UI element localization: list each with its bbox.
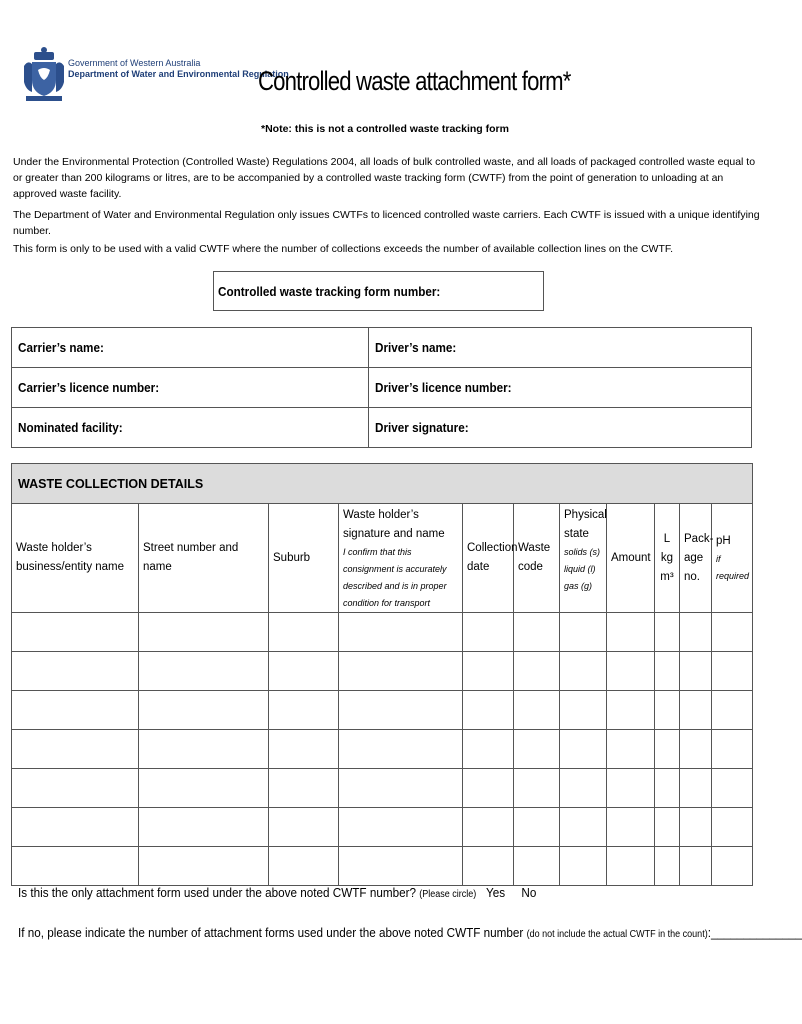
waste-cell[interactable] xyxy=(680,808,712,847)
waste-cell[interactable] xyxy=(12,847,139,886)
waste-cell[interactable] xyxy=(655,847,680,886)
waste-cell[interactable] xyxy=(560,691,607,730)
col-collection-date: Collection date xyxy=(463,504,514,613)
col-amount: Amount xyxy=(607,504,655,613)
waste-cell[interactable] xyxy=(680,730,712,769)
waste-cell[interactable] xyxy=(269,613,339,652)
waste-cell[interactable] xyxy=(269,730,339,769)
carrier-details-table xyxy=(11,327,752,448)
waste-cell[interactable] xyxy=(463,691,514,730)
waste-row xyxy=(12,769,753,808)
col-street: Street number and name xyxy=(139,504,269,613)
waste-cell[interactable] xyxy=(607,808,655,847)
unit-kg: kg xyxy=(660,551,674,564)
waste-cell[interactable] xyxy=(139,652,269,691)
waste-cell[interactable] xyxy=(712,691,753,730)
waste-cell[interactable] xyxy=(514,769,560,808)
waste-cell[interactable] xyxy=(514,847,560,886)
waste-row xyxy=(12,652,753,691)
col-package-no: Pack- age no. xyxy=(680,504,712,613)
waste-cell[interactable] xyxy=(607,691,655,730)
waste-cell[interactable] xyxy=(269,652,339,691)
carrier-licence-field[interactable] xyxy=(12,368,369,408)
waste-cell[interactable] xyxy=(339,769,463,808)
waste-row xyxy=(12,691,753,730)
waste-cell[interactable] xyxy=(607,613,655,652)
wa-coat-of-arms-icon xyxy=(22,46,66,104)
waste-cell[interactable] xyxy=(12,691,139,730)
waste-cell[interactable] xyxy=(560,847,607,886)
unit-m3: m³ xyxy=(660,570,674,583)
waste-cell[interactable] xyxy=(514,730,560,769)
waste-row xyxy=(12,847,753,886)
tracking-number-label: Controlled waste tracking form number: xyxy=(218,284,441,299)
waste-cell[interactable] xyxy=(514,691,560,730)
waste-cell[interactable] xyxy=(339,652,463,691)
waste-cell[interactable] xyxy=(139,691,269,730)
waste-cell[interactable] xyxy=(12,613,139,652)
driver-signature-label: Driver signature: xyxy=(375,420,469,435)
waste-cell[interactable] xyxy=(463,652,514,691)
col-holder-name: Waste holder’s business/entity name xyxy=(12,504,139,613)
col-physical-state-label: Physical state xyxy=(564,509,607,540)
waste-cell[interactable] xyxy=(607,847,655,886)
waste-cell[interactable] xyxy=(712,847,753,886)
waste-cell[interactable] xyxy=(12,730,139,769)
waste-cell[interactable] xyxy=(269,808,339,847)
driver-name-label: Driver’s name: xyxy=(375,340,457,355)
carrier-licence-label: Carrier’s licence number: xyxy=(18,380,160,395)
carrier-name-field[interactable] xyxy=(12,328,369,368)
waste-cell[interactable] xyxy=(607,652,655,691)
driver-licence-label: Driver’s licence number: xyxy=(375,380,512,395)
waste-rows xyxy=(12,613,753,886)
waste-row xyxy=(12,808,753,847)
government-branding xyxy=(68,58,289,80)
waste-section-title: WASTE COLLECTION DETAILS xyxy=(12,464,753,504)
waste-collection-table xyxy=(11,463,753,886)
col-ph-label: pH xyxy=(716,534,731,547)
col-physical-state xyxy=(560,504,607,613)
waste-cell[interactable] xyxy=(463,613,514,652)
answer-no[interactable]: No xyxy=(521,885,537,900)
waste-cell[interactable] xyxy=(463,769,514,808)
gov-line-1: Government of Western Australia xyxy=(68,58,201,68)
waste-cell[interactable] xyxy=(560,769,607,808)
waste-cell[interactable] xyxy=(139,769,269,808)
carrier-name-label: Carrier’s name: xyxy=(18,340,104,355)
waste-cell[interactable] xyxy=(269,691,339,730)
waste-cell[interactable] xyxy=(655,808,680,847)
waste-cell[interactable] xyxy=(339,691,463,730)
col-signature-note: I confirm that this consignment is accurately described and is in proper condition for transport xyxy=(343,547,447,608)
q1-hint: (Please circle) xyxy=(419,889,477,900)
waste-cell[interactable] xyxy=(514,808,560,847)
waste-cell[interactable] xyxy=(463,730,514,769)
question-number-of-forms xyxy=(18,925,802,940)
q2-text: If no, please indicate the number of attachment forms used under the above noted CWTF number xyxy=(18,925,524,940)
waste-cell[interactable] xyxy=(680,847,712,886)
q2-answer-blank[interactable]: :______________ xyxy=(707,925,802,940)
driver-name-field[interactable] xyxy=(369,328,752,368)
page-title: Controlled waste attachment form* xyxy=(258,66,571,96)
question-only-attachment xyxy=(18,885,536,900)
gov-line-2: Department of Water and Environmental Regulation xyxy=(68,69,289,79)
waste-cell[interactable] xyxy=(339,808,463,847)
paragraph-regulations: Under the Environmental Protection (Controlled Waste) Regulations 2004, all loads of bulk controlled waste, and all loads of packaged controlled waste equal to or greater than 200 kilograms or litres, are to be accompanied by a controlled waste tracking form (CWTF) from the point of generation to unloading at an approved waste facility. xyxy=(13,156,756,200)
waste-cell[interactable] xyxy=(139,730,269,769)
waste-cell[interactable] xyxy=(463,808,514,847)
col-ph xyxy=(712,504,753,613)
waste-cell[interactable] xyxy=(712,652,753,691)
waste-cell[interactable] xyxy=(463,847,514,886)
waste-cell[interactable] xyxy=(680,613,712,652)
waste-cell[interactable] xyxy=(12,652,139,691)
unit-l: L xyxy=(663,532,671,545)
col-units xyxy=(655,504,680,613)
driver-licence-field[interactable] xyxy=(369,368,752,408)
waste-cell[interactable] xyxy=(712,730,753,769)
waste-row xyxy=(12,730,753,769)
col-signature-label: Waste holder’s signature and name xyxy=(343,509,445,540)
waste-cell[interactable] xyxy=(560,652,607,691)
nominated-facility-label: Nominated facility: xyxy=(18,420,123,435)
waste-cell[interactable] xyxy=(655,730,680,769)
waste-cell[interactable] xyxy=(139,808,269,847)
waste-cell[interactable] xyxy=(680,652,712,691)
waste-cell[interactable] xyxy=(12,808,139,847)
paragraph-department: The Department of Water and Environmental Regulation only issues CWTFs to licenced controlled waste carriers. Each CWTF is issued with a unique identifying number. xyxy=(13,209,760,237)
driver-signature-field[interactable] xyxy=(369,408,752,448)
waste-cell[interactable] xyxy=(607,730,655,769)
waste-cell[interactable] xyxy=(269,769,339,808)
waste-cell[interactable] xyxy=(139,613,269,652)
waste-cell[interactable] xyxy=(712,808,753,847)
waste-cell[interactable] xyxy=(339,847,463,886)
waste-cell[interactable] xyxy=(339,730,463,769)
waste-cell[interactable] xyxy=(12,769,139,808)
waste-cell[interactable] xyxy=(655,769,680,808)
waste-cell[interactable] xyxy=(139,847,269,886)
waste-cell[interactable] xyxy=(655,613,680,652)
paragraph-usage: This form is only to be used with a valid CWTF where the number of collections exceeds the number of available collection lines on the CWTF. xyxy=(13,243,674,255)
waste-cell[interactable] xyxy=(680,691,712,730)
waste-cell[interactable] xyxy=(655,691,680,730)
col-physical-state-note: solids (s) liquid (l) gas (g) xyxy=(564,547,601,591)
note-text: *Note: this is not a controlled waste tracking form xyxy=(261,123,509,135)
q1-text: Is this the only attachment form used under the above noted CWTF number? xyxy=(18,885,417,900)
waste-cell[interactable] xyxy=(607,769,655,808)
waste-cell[interactable] xyxy=(712,769,753,808)
waste-cell[interactable] xyxy=(560,613,607,652)
col-suburb: Suburb xyxy=(269,504,339,613)
waste-cell[interactable] xyxy=(514,613,560,652)
waste-cell[interactable] xyxy=(712,613,753,652)
col-ph-note: if required xyxy=(716,553,750,581)
waste-cell[interactable] xyxy=(514,652,560,691)
waste-cell[interactable] xyxy=(655,652,680,691)
waste-cell[interactable] xyxy=(339,613,463,652)
answer-yes[interactable]: Yes xyxy=(486,885,506,900)
waste-cell[interactable] xyxy=(680,769,712,808)
col-waste-code: Waste code xyxy=(514,504,560,613)
q2-hint: (do not include the actual CWTF in the count) xyxy=(526,929,708,940)
waste-row xyxy=(12,613,753,652)
waste-cell[interactable] xyxy=(269,847,339,886)
waste-cell[interactable] xyxy=(560,730,607,769)
waste-cell[interactable] xyxy=(560,808,607,847)
col-signature xyxy=(339,504,463,613)
nominated-facility-field[interactable] xyxy=(12,408,369,448)
